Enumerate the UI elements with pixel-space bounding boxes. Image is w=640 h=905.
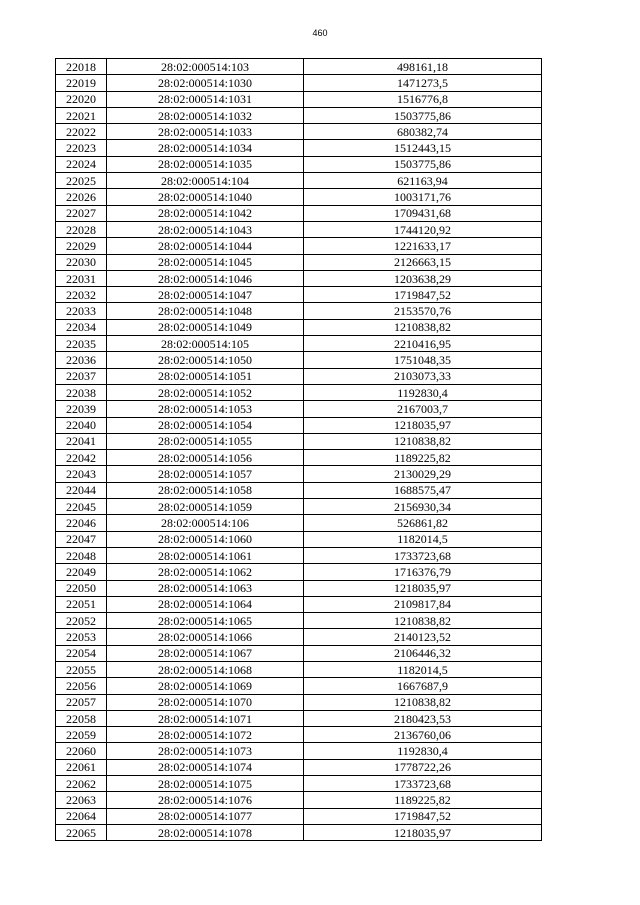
cadastral-number-cell: 28:02:000514:1054 xyxy=(107,417,304,433)
table-row xyxy=(56,59,542,75)
value-cell: 1719847,52 xyxy=(304,808,542,824)
cadastral-number-cell: 28:02:000514:106 xyxy=(107,515,304,531)
row-number-cell: 22026 xyxy=(56,189,107,205)
cadastral-number-cell: 28:02:000514:1071 xyxy=(107,710,304,726)
table-row xyxy=(56,743,542,759)
cadastral-number-cell: 28:02:000514:105 xyxy=(107,336,304,352)
value-cell: 1744120,92 xyxy=(304,221,542,237)
value-cell: 1189225,82 xyxy=(304,792,542,808)
value-cell: 2180423,53 xyxy=(304,710,542,726)
value-cell: 1751048,35 xyxy=(304,352,542,368)
value-cell: 1719847,52 xyxy=(304,287,542,303)
table-row xyxy=(56,173,542,189)
table-row xyxy=(56,596,542,612)
value-cell: 1503775,86 xyxy=(304,107,542,123)
value-cell: 1210838,82 xyxy=(304,433,542,449)
value-cell: 1218035,97 xyxy=(304,824,542,840)
row-number-cell: 22020 xyxy=(56,91,107,107)
table-body xyxy=(56,59,542,841)
value-cell: 1512443,15 xyxy=(304,140,542,156)
row-number-cell: 22062 xyxy=(56,776,107,792)
row-number-cell: 22021 xyxy=(56,107,107,123)
row-number-cell: 22049 xyxy=(56,564,107,580)
cadastral-number-cell: 28:02:000514:1072 xyxy=(107,727,304,743)
cadastral-number-cell: 28:02:000514:1076 xyxy=(107,792,304,808)
cadastral-number-cell: 28:02:000514:104 xyxy=(107,173,304,189)
cadastral-number-cell: 28:02:000514:1049 xyxy=(107,319,304,335)
value-cell: 2130029,29 xyxy=(304,466,542,482)
value-cell: 1503775,86 xyxy=(304,156,542,172)
value-cell: 1716376,79 xyxy=(304,564,542,580)
cadastral-number-cell: 28:02:000514:1031 xyxy=(107,91,304,107)
cadastral-number-cell: 28:02:000514:1048 xyxy=(107,303,304,319)
row-number-cell: 22018 xyxy=(56,59,107,75)
cadastral-number-cell: 28:02:000514:1066 xyxy=(107,629,304,645)
cadastral-value-table xyxy=(55,58,542,841)
row-number-cell: 22023 xyxy=(56,140,107,156)
table-row xyxy=(56,417,542,433)
value-cell: 680382,74 xyxy=(304,124,542,140)
table-row xyxy=(56,792,542,808)
value-cell: 1189225,82 xyxy=(304,450,542,466)
table-row xyxy=(56,580,542,596)
cadastral-number-cell: 28:02:000514:1068 xyxy=(107,661,304,677)
table-row xyxy=(56,824,542,840)
value-cell: 1003171,76 xyxy=(304,189,542,205)
value-cell: 1516776,8 xyxy=(304,91,542,107)
row-number-cell: 22033 xyxy=(56,303,107,319)
table-row xyxy=(56,91,542,107)
value-cell: 1203638,29 xyxy=(304,270,542,286)
table-row xyxy=(56,75,542,91)
table-row xyxy=(56,124,542,140)
cadastral-number-cell: 28:02:000514:1050 xyxy=(107,352,304,368)
cadastral-number-cell: 28:02:000514:1073 xyxy=(107,743,304,759)
table-row xyxy=(56,776,542,792)
cadastral-number-cell: 28:02:000514:1070 xyxy=(107,694,304,710)
value-cell: 1192830,4 xyxy=(304,384,542,400)
value-cell: 1688575,47 xyxy=(304,482,542,498)
table-row xyxy=(56,303,542,319)
row-number-cell: 22054 xyxy=(56,645,107,661)
row-number-cell: 22056 xyxy=(56,678,107,694)
table-row xyxy=(56,808,542,824)
value-cell: 1733723,68 xyxy=(304,776,542,792)
value-cell: 2136760,06 xyxy=(304,727,542,743)
table-row xyxy=(56,238,542,254)
row-number-cell: 22038 xyxy=(56,384,107,400)
cadastral-number-cell: 28:02:000514:1052 xyxy=(107,384,304,400)
cadastral-number-cell: 28:02:000514:1044 xyxy=(107,238,304,254)
row-number-cell: 22031 xyxy=(56,270,107,286)
value-cell: 1778722,26 xyxy=(304,759,542,775)
row-number-cell: 22048 xyxy=(56,547,107,563)
cadastral-number-cell: 28:02:000514:1045 xyxy=(107,254,304,270)
cadastral-number-cell: 28:02:000514:1062 xyxy=(107,564,304,580)
table-row xyxy=(56,352,542,368)
row-number-cell: 22032 xyxy=(56,287,107,303)
row-number-cell: 22044 xyxy=(56,482,107,498)
value-cell: 1210838,82 xyxy=(304,694,542,710)
value-cell: 1733723,68 xyxy=(304,547,542,563)
value-cell: 2106446,32 xyxy=(304,645,542,661)
row-number-cell: 22047 xyxy=(56,531,107,547)
row-number-cell: 22051 xyxy=(56,596,107,612)
table-row xyxy=(56,694,542,710)
value-cell: 1221633,17 xyxy=(304,238,542,254)
value-cell: 1192830,4 xyxy=(304,743,542,759)
value-cell: 1667687,9 xyxy=(304,678,542,694)
cadastral-number-cell: 28:02:000514:1067 xyxy=(107,645,304,661)
row-number-cell: 22064 xyxy=(56,808,107,824)
table-row xyxy=(56,710,542,726)
table-row xyxy=(56,613,542,629)
cadastral-number-cell: 28:02:000514:1063 xyxy=(107,580,304,596)
row-number-cell: 22025 xyxy=(56,173,107,189)
cadastral-number-cell: 28:02:000514:1055 xyxy=(107,433,304,449)
cadastral-number-cell: 28:02:000514:1047 xyxy=(107,287,304,303)
value-cell: 526861,82 xyxy=(304,515,542,531)
value-cell: 1182014,5 xyxy=(304,531,542,547)
cadastral-number-cell: 28:02:000514:1075 xyxy=(107,776,304,792)
table-row xyxy=(56,384,542,400)
table-row xyxy=(56,482,542,498)
value-cell: 621163,94 xyxy=(304,173,542,189)
cadastral-number-cell: 28:02:000514:1058 xyxy=(107,482,304,498)
cadastral-number-cell: 28:02:000514:1034 xyxy=(107,140,304,156)
row-number-cell: 22060 xyxy=(56,743,107,759)
table-row xyxy=(56,629,542,645)
cadastral-number-cell: 28:02:000514:1051 xyxy=(107,368,304,384)
cadastral-number-cell: 28:02:000514:1060 xyxy=(107,531,304,547)
cadastral-number-cell: 28:02:000514:1030 xyxy=(107,75,304,91)
row-number-cell: 22042 xyxy=(56,450,107,466)
cadastral-number-cell: 28:02:000514:1077 xyxy=(107,808,304,824)
table-row xyxy=(56,156,542,172)
cadastral-number-cell: 28:02:000514:1035 xyxy=(107,156,304,172)
row-number-cell: 22061 xyxy=(56,759,107,775)
cadastral-number-cell: 28:02:000514:1069 xyxy=(107,678,304,694)
value-cell: 1471273,5 xyxy=(304,75,542,91)
cadastral-number-cell: 28:02:000514:1065 xyxy=(107,613,304,629)
row-number-cell: 22028 xyxy=(56,221,107,237)
table-row xyxy=(56,661,542,677)
row-number-cell: 22040 xyxy=(56,417,107,433)
table-row xyxy=(56,319,542,335)
cadastral-number-cell: 28:02:000514:1056 xyxy=(107,450,304,466)
value-cell: 1218035,97 xyxy=(304,417,542,433)
table-row xyxy=(56,466,542,482)
cadastral-number-cell: 28:02:000514:1040 xyxy=(107,189,304,205)
value-cell: 1210838,82 xyxy=(304,613,542,629)
table-row xyxy=(56,564,542,580)
row-number-cell: 22065 xyxy=(56,824,107,840)
row-number-cell: 22039 xyxy=(56,401,107,417)
cadastral-number-cell: 28:02:000514:1059 xyxy=(107,499,304,515)
value-cell: 1210838,82 xyxy=(304,319,542,335)
value-cell: 498161,18 xyxy=(304,59,542,75)
row-number-cell: 22036 xyxy=(56,352,107,368)
cadastral-number-cell: 28:02:000514:1046 xyxy=(107,270,304,286)
row-number-cell: 22022 xyxy=(56,124,107,140)
row-number-cell: 22019 xyxy=(56,75,107,91)
table-row xyxy=(56,140,542,156)
cadastral-number-cell: 28:02:000514:1033 xyxy=(107,124,304,140)
value-cell: 2103073,33 xyxy=(304,368,542,384)
table-row xyxy=(56,189,542,205)
row-number-cell: 22030 xyxy=(56,254,107,270)
cadastral-number-cell: 28:02:000514:1074 xyxy=(107,759,304,775)
cadastral-number-cell: 28:02:000514:1032 xyxy=(107,107,304,123)
value-cell: 2109817,84 xyxy=(304,596,542,612)
value-cell: 1218035,97 xyxy=(304,580,542,596)
value-cell: 2153570,76 xyxy=(304,303,542,319)
table-row xyxy=(56,499,542,515)
value-cell: 2126663,15 xyxy=(304,254,542,270)
cadastral-number-cell: 28:02:000514:1042 xyxy=(107,205,304,221)
row-number-cell: 22058 xyxy=(56,710,107,726)
value-cell: 1709431,68 xyxy=(304,205,542,221)
table-row xyxy=(56,645,542,661)
row-number-cell: 22046 xyxy=(56,515,107,531)
table-row xyxy=(56,433,542,449)
row-number-cell: 22045 xyxy=(56,499,107,515)
table-row xyxy=(56,515,542,531)
table-row xyxy=(56,531,542,547)
row-number-cell: 22057 xyxy=(56,694,107,710)
table-row xyxy=(56,270,542,286)
table-row xyxy=(56,205,542,221)
table-row xyxy=(56,107,542,123)
table-row xyxy=(56,254,542,270)
cadastral-number-cell: 28:02:000514:103 xyxy=(107,59,304,75)
row-number-cell: 22034 xyxy=(56,319,107,335)
table-row xyxy=(56,368,542,384)
value-cell: 2210416,95 xyxy=(304,336,542,352)
cadastral-number-cell: 28:02:000514:1053 xyxy=(107,401,304,417)
row-number-cell: 22035 xyxy=(56,336,107,352)
row-number-cell: 22037 xyxy=(56,368,107,384)
row-number-cell: 22055 xyxy=(56,661,107,677)
table-row xyxy=(56,287,542,303)
table-row xyxy=(56,678,542,694)
cadastral-number-cell: 28:02:000514:1064 xyxy=(107,596,304,612)
table-row xyxy=(56,727,542,743)
table-row xyxy=(56,450,542,466)
row-number-cell: 22052 xyxy=(56,613,107,629)
row-number-cell: 22043 xyxy=(56,466,107,482)
row-number-cell: 22027 xyxy=(56,205,107,221)
value-cell: 1182014,5 xyxy=(304,661,542,677)
cadastral-number-cell: 28:02:000514:1061 xyxy=(107,547,304,563)
table-row xyxy=(56,759,542,775)
row-number-cell: 22050 xyxy=(56,580,107,596)
row-number-cell: 22053 xyxy=(56,629,107,645)
row-number-cell: 22041 xyxy=(56,433,107,449)
cadastral-number-cell: 28:02:000514:1043 xyxy=(107,221,304,237)
row-number-cell: 22059 xyxy=(56,727,107,743)
table-row xyxy=(56,547,542,563)
table-row xyxy=(56,401,542,417)
row-number-cell: 22029 xyxy=(56,238,107,254)
row-number-cell: 22024 xyxy=(56,156,107,172)
cadastral-number-cell: 28:02:000514:1057 xyxy=(107,466,304,482)
cadastral-number-cell: 28:02:000514:1078 xyxy=(107,824,304,840)
page-number: 460 xyxy=(312,28,328,38)
row-number-cell: 22063 xyxy=(56,792,107,808)
value-cell: 2140123,52 xyxy=(304,629,542,645)
table-row xyxy=(56,336,542,352)
value-cell: 2167003,7 xyxy=(304,401,542,417)
value-cell: 2156930,34 xyxy=(304,499,542,515)
table-row xyxy=(56,221,542,237)
